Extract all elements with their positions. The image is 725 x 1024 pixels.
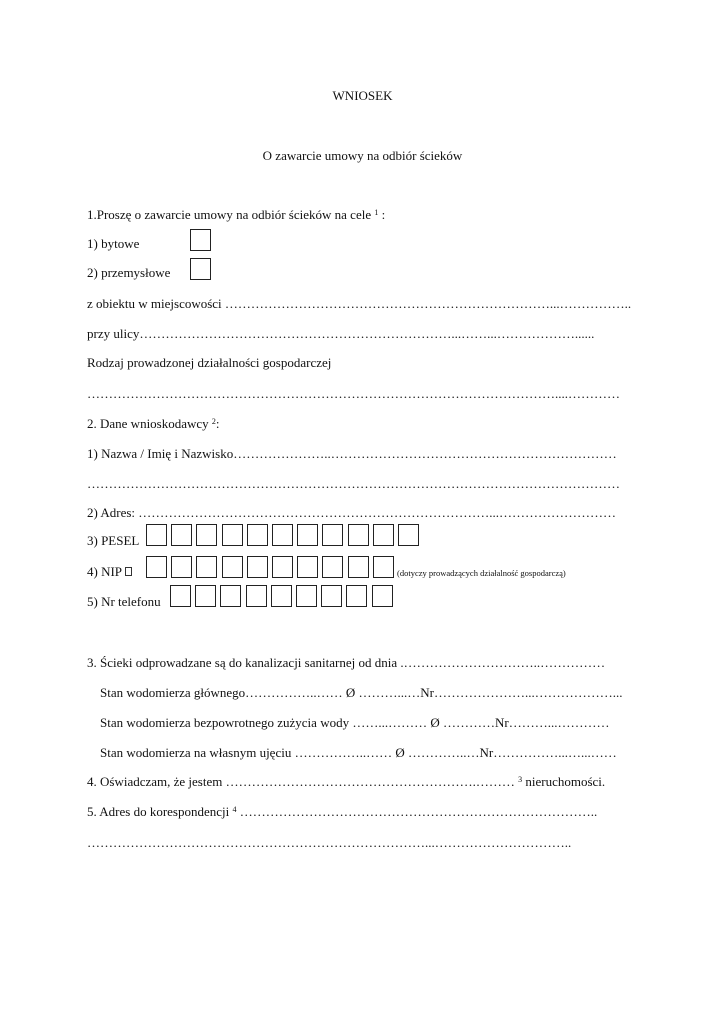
- section5-correspondence-field[interactable]: 5. Adres do korespondencji $^4$ ………………………………………………………………………..: [87, 804, 598, 819]
- section3-start-date-field[interactable]: 3. Ścieki odprowadzane są do kanalizacji sanitarnej od dnia .…………………………..……………: [87, 655, 606, 670]
- option-przemyslowe-label: 2) przemysłowe: [87, 265, 171, 280]
- nip-digit-box[interactable]: [348, 556, 369, 578]
- phone-digit-box[interactable]: [296, 585, 317, 607]
- nip-digit-box[interactable]: [272, 556, 293, 578]
- pesel-digit-box[interactable]: [348, 524, 369, 546]
- meter-main-field[interactable]: Stan wodomierza głównego……………..…… Ø ………...…Nr…………………...………………...: [100, 685, 623, 700]
- nip-digit-box[interactable]: [196, 556, 217, 578]
- option-bytowe-label: 1) bytowe: [87, 236, 140, 251]
- street-field[interactable]: przy ulicy………………………………………………………………...……...………………......: [87, 326, 595, 341]
- activity-label: Rodzaj prowadzonej działalności gospodarczej: [87, 355, 332, 370]
- pesel-digit-box[interactable]: [373, 524, 394, 546]
- meter-own-field[interactable]: Stan wodomierza na własnym ujęciu ……………..…… Ø …………..…Nr……………...…...……: [100, 745, 617, 760]
- nip-digit-box[interactable]: [146, 556, 167, 578]
- meter-direct-field[interactable]: Stan wodomierza bezpowrotnego zużycia wody ……...……… Ø …………Nr………...…………: [100, 715, 610, 730]
- nip-label: 4) NIP: [87, 564, 132, 580]
- pesel-digit-box[interactable]: [297, 524, 318, 546]
- phone-digit-box[interactable]: [246, 585, 267, 607]
- nip-digit-box[interactable]: [297, 556, 318, 578]
- phone-digit-box[interactable]: [220, 585, 241, 607]
- pesel-digit-box[interactable]: [398, 524, 419, 546]
- activity-field[interactable]: ………………………………………………………………………………………………....…………: [87, 386, 620, 401]
- phone-digit-box[interactable]: [346, 585, 367, 607]
- page-subtitle: O zawarcie umowy na odbiór ścieków: [262, 148, 463, 163]
- nip-digit-box[interactable]: [171, 556, 192, 578]
- checkbox-glyph-icon: [125, 567, 132, 576]
- pesel-digit-box[interactable]: [171, 524, 192, 546]
- pesel-digit-box[interactable]: [222, 524, 243, 546]
- pesel-digit-box[interactable]: [247, 524, 268, 546]
- nip-note: (dotyczy prowadzących działalność gospodarczą): [397, 568, 566, 578]
- nip-digit-box[interactable]: [322, 556, 343, 578]
- name-field[interactable]: 1) Nazwa / Imię i Nazwisko…………………..…………………………………………………………: [87, 446, 617, 461]
- phone-digit-box[interactable]: [170, 585, 191, 607]
- bytowe-checkbox[interactable]: [190, 229, 211, 251]
- section5-correspondence-continuation[interactable]: ……………………………………………………………………...…………………………..: [87, 835, 572, 850]
- przemyslowe-checkbox[interactable]: [190, 258, 211, 280]
- pesel-digit-box[interactable]: [272, 524, 293, 546]
- section1-heading: 1.Proszę o zawarcie umowy na odbiór ścieków na cele $^1$ :: [87, 207, 386, 222]
- name-field-continuation[interactable]: ……………………………………………………………………………………………………………: [87, 476, 620, 491]
- pesel-digit-box[interactable]: [196, 524, 217, 546]
- phone-digit-box[interactable]: [321, 585, 342, 607]
- locality-field[interactable]: z obiektu w miejscowości …………………………………………………………………...……………..: [87, 296, 632, 311]
- section4-statement-field[interactable]: 4. Oświadczam, że jestem ………………………………………………….……… $^3$ nieruchomości.: [87, 774, 606, 789]
- pesel-digit-box[interactable]: [146, 524, 167, 546]
- phone-digit-box[interactable]: [195, 585, 216, 607]
- address-field[interactable]: 2) Adres: ………………………………………………………………………...………………………: [87, 505, 617, 520]
- phone-digit-box[interactable]: [271, 585, 292, 607]
- nip-digit-box[interactable]: [222, 556, 243, 578]
- phone-digit-box[interactable]: [372, 585, 393, 607]
- nip-digit-box[interactable]: [247, 556, 268, 578]
- page-title: WNIOSEK: [332, 88, 393, 103]
- phone-label: 5) Nr telefonu: [87, 594, 161, 609]
- pesel-digit-box[interactable]: [322, 524, 343, 546]
- nip-digit-box[interactable]: [373, 556, 394, 578]
- section2-heading: 2. Dane wnioskodawcy $^2$:: [87, 416, 220, 431]
- pesel-label: 3) PESEL: [87, 533, 140, 548]
